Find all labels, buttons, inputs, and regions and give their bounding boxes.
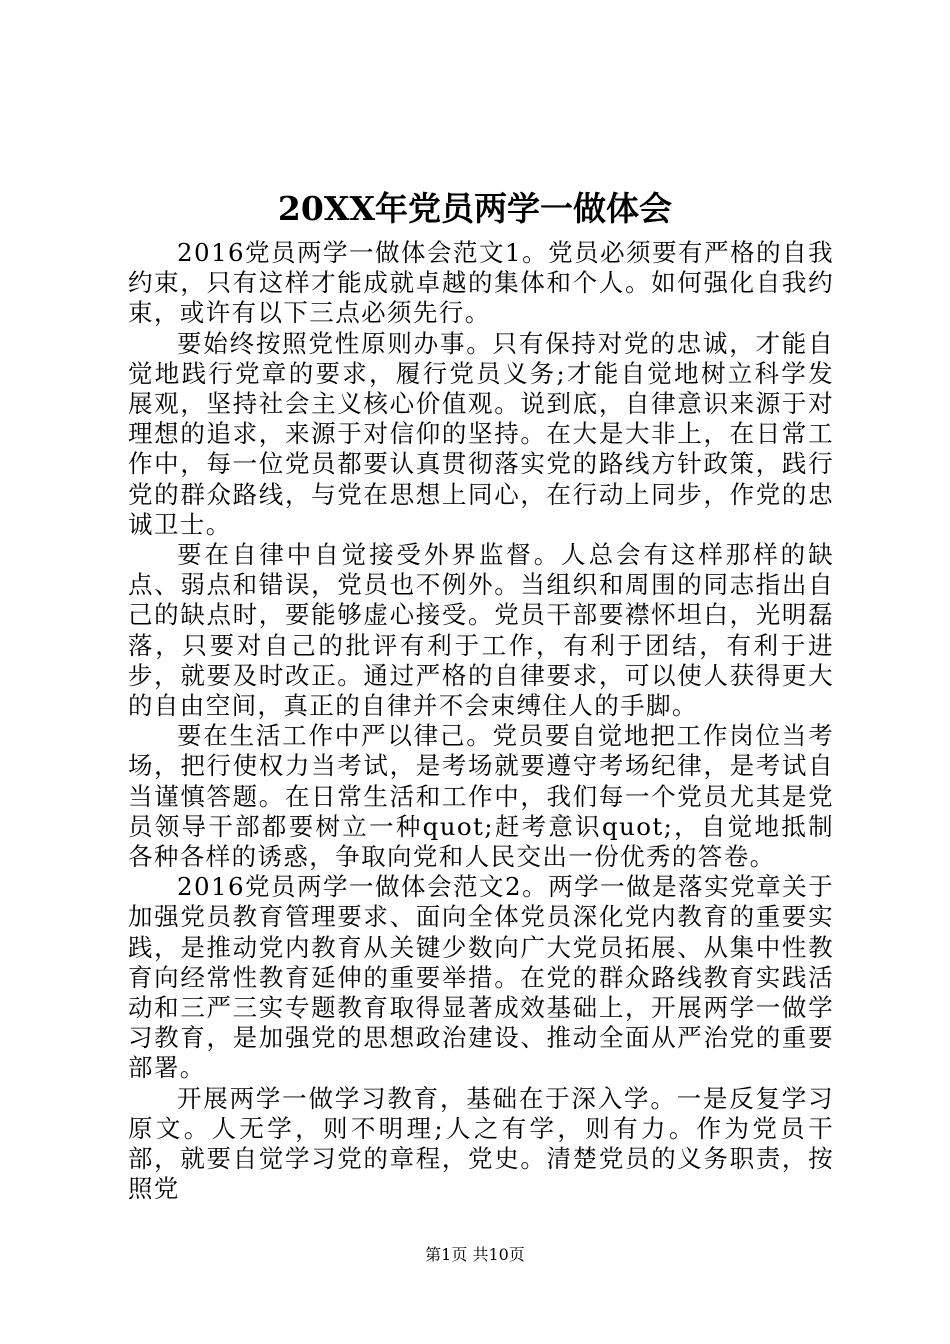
paragraph-4: 要在生活工作中严以律己。党员要自觉地把工作岗位当考场，把行使权力当考试，是考场就要遵守考场纪律，是考试自当谨慎答题。在日常生活和工作中，我们每一个党员尤其是党员领导干部都要树立一种quot;赶考意识quot;，自觉地抵制各种各样的诱惑，争取向党和人民交出一份优秀的答卷。 [128, 721, 834, 872]
paragraph-2: 要始终按照党性原则办事。只有保持对党的忠诚，才能自觉地践行党章的要求，履行党员义务;才能自觉地树立科学发展观，坚持社会主义核心价值观。说到底，自律意识来源于对理想的追求，来源于对信仰的坚持。在大是大非上，在日常工作中，每一位党员都要认真贯彻落实党的路线方针政策，践行党的群众路线，与党在思想上同心，在行动上同步，作党的忠诚卫士。 [128, 328, 834, 539]
paragraph-6: 开展两学一做学习教育，基础在于深入学。一是反复学习原文。人无学，则不明理;人之有学，则有力。作为党员干部，就要自觉学习党的章程，党史。清楚党员的义务职责，按照党 [128, 1083, 834, 1204]
page-footer: 第1页 共10页 [425, 1245, 525, 1264]
paragraph-5: 2016党员两学一做体会范文2。两学一做是落实党章关于加强党员教育管理要求、面向全体党员深化党内教育的重要实践，是推动党内教育从关键少数向广大党员拓展、从集中性教育向经常性教育延伸的重要举措。在党的群众路线教育实践活动和三严三实专题教育取得显著成效基础上，开展两学一做学习教育，是加强党的思想政治建设、推动全面从严治党的重要部署。 [128, 872, 834, 1083]
paragraph-3: 要在自律中自觉接受外界监督。人总会有这样那样的缺点、弱点和错误，党员也不例外。当组织和周围的同志指出自己的缺点时，要能够虚心接受。党员干部要襟怀坦白，光明磊落，只要对自己的批评有利于工作，有利于团结，有利于进步，就要及时改正。通过严格的自律要求，可以使人获得更大的自由空间，真正的自律并不会束缚住人的手脚。 [128, 540, 834, 721]
document-title: 20XX年党员两学一做体会 [277, 189, 673, 228]
paragraph-1: 2016党员两学一做体会范文1。党员必须要有严格的自我约束，只有这样才能成就卓越的集体和个人。如何强化自我约束，或许有以下三点必须先行。 [128, 238, 834, 328]
document-body [128, 238, 834, 1205]
